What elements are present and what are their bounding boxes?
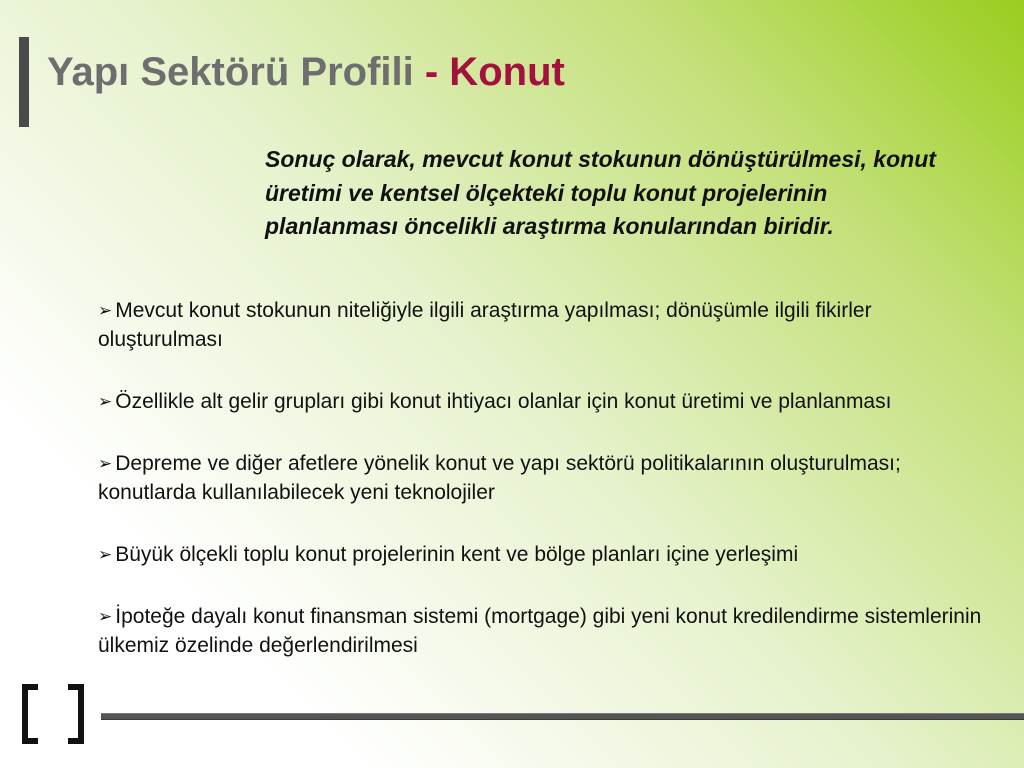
arrowhead-bullet-icon: ➢ bbox=[98, 545, 113, 564]
list-item bbox=[98, 449, 988, 507]
conclusion-text: Sonuç olarak, mevcut konut stokunun dönüştürülmesi, konut üretimi ve kentsel ölçekteki toplu konut projelerinin planlanması öncelikli araştırma konularından biridir. bbox=[265, 146, 936, 239]
list-item bbox=[98, 387, 988, 416]
bullet-list bbox=[98, 296, 988, 660]
page-title bbox=[47, 44, 565, 100]
list-item bbox=[98, 602, 988, 660]
list-item bbox=[98, 296, 988, 354]
list-item bbox=[98, 540, 988, 569]
title-accent-bar bbox=[19, 37, 29, 127]
arrowhead-bullet-icon: ➢ bbox=[98, 607, 113, 626]
bullet-text: Özellikle alt gelir grupları gibi konut ihtiyacı olanlar için konut üretimi ve planlanması bbox=[115, 390, 892, 413]
bullet-text: Depreme ve diğer afetlere yönelik konut ve yapı sektörü politikalarının oluşturulması; konutlarda kullanılabilecek yeni teknolojiler bbox=[98, 452, 901, 504]
bullet-text: Mevcut konut stokunun niteliğiyle ilgili araştırma yapılması; dönüşümle ilgili fikirler oluşturulması bbox=[98, 299, 872, 351]
arrowhead-bullet-icon: ➢ bbox=[98, 454, 113, 473]
footer-divider bbox=[101, 713, 1024, 720]
title-main: Yapı Sektörü Profili bbox=[47, 50, 425, 94]
title-accent: - Konut bbox=[424, 50, 565, 94]
bullet-text: Büyük ölçekli toplu konut projelerinin kent ve bölge planları içine yerleşimi bbox=[115, 543, 799, 566]
arrowhead-bullet-icon: ➢ bbox=[98, 301, 113, 320]
bullet-text: İpoteğe dayalı konut finansman sistemi (mortgage) gibi yeni konut kredilendirme sistemlerinin ülkemiz özelinde değerlendirilmesi bbox=[98, 605, 982, 657]
bracket-logo-icon bbox=[18, 682, 88, 746]
arrowhead-bullet-icon: ➢ bbox=[98, 392, 113, 411]
